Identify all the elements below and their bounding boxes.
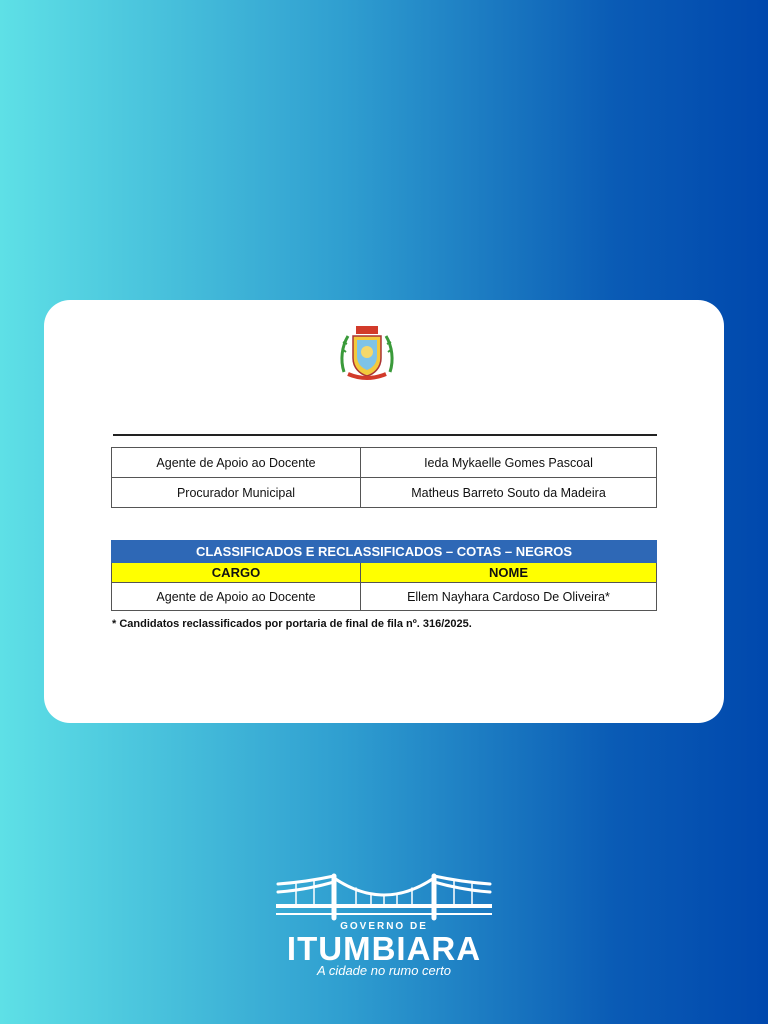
horizontal-rule xyxy=(113,434,657,436)
column-header-nome: NOME xyxy=(361,563,657,583)
cargo-cell: Agente de Apoio ao Docente xyxy=(112,448,361,478)
quota-table xyxy=(111,540,657,611)
nome-cell: Ellem Nayhara Cardoso De Oliveira* xyxy=(361,583,657,611)
cargo-cell: Agente de Apoio ao Docente xyxy=(112,583,361,611)
results-table xyxy=(111,447,657,508)
footnote: * Candidatos reclassificados por portaria de final de fila nº. 316/2025. xyxy=(112,618,472,630)
column-header-row xyxy=(112,563,657,583)
nome-cell: Ieda Mykaelle Gomes Pascoal xyxy=(361,448,657,478)
column-header-cargo: CARGO xyxy=(112,563,361,583)
cargo-cell: Procurador Municipal xyxy=(112,478,361,508)
table-row xyxy=(112,478,657,508)
logo-top-text: GOVERNO DE xyxy=(340,921,428,932)
table-title-row xyxy=(112,541,657,563)
table-row xyxy=(112,583,657,611)
coat-of-arms-icon xyxy=(336,322,398,384)
logo-tagline: A cidade no rumo certo xyxy=(317,963,451,978)
table-row xyxy=(112,448,657,478)
document-card xyxy=(44,300,724,723)
logo-name: ITUMBIARA xyxy=(286,930,482,967)
bridge-icon xyxy=(276,872,492,922)
nome-cell: Matheus Barreto Souto da Madeira xyxy=(361,478,657,508)
table-title: CLASSIFICADOS E RECLASSIFICADOS – COTAS – NEGROS xyxy=(112,541,657,563)
itumbiara-logo xyxy=(276,872,492,982)
